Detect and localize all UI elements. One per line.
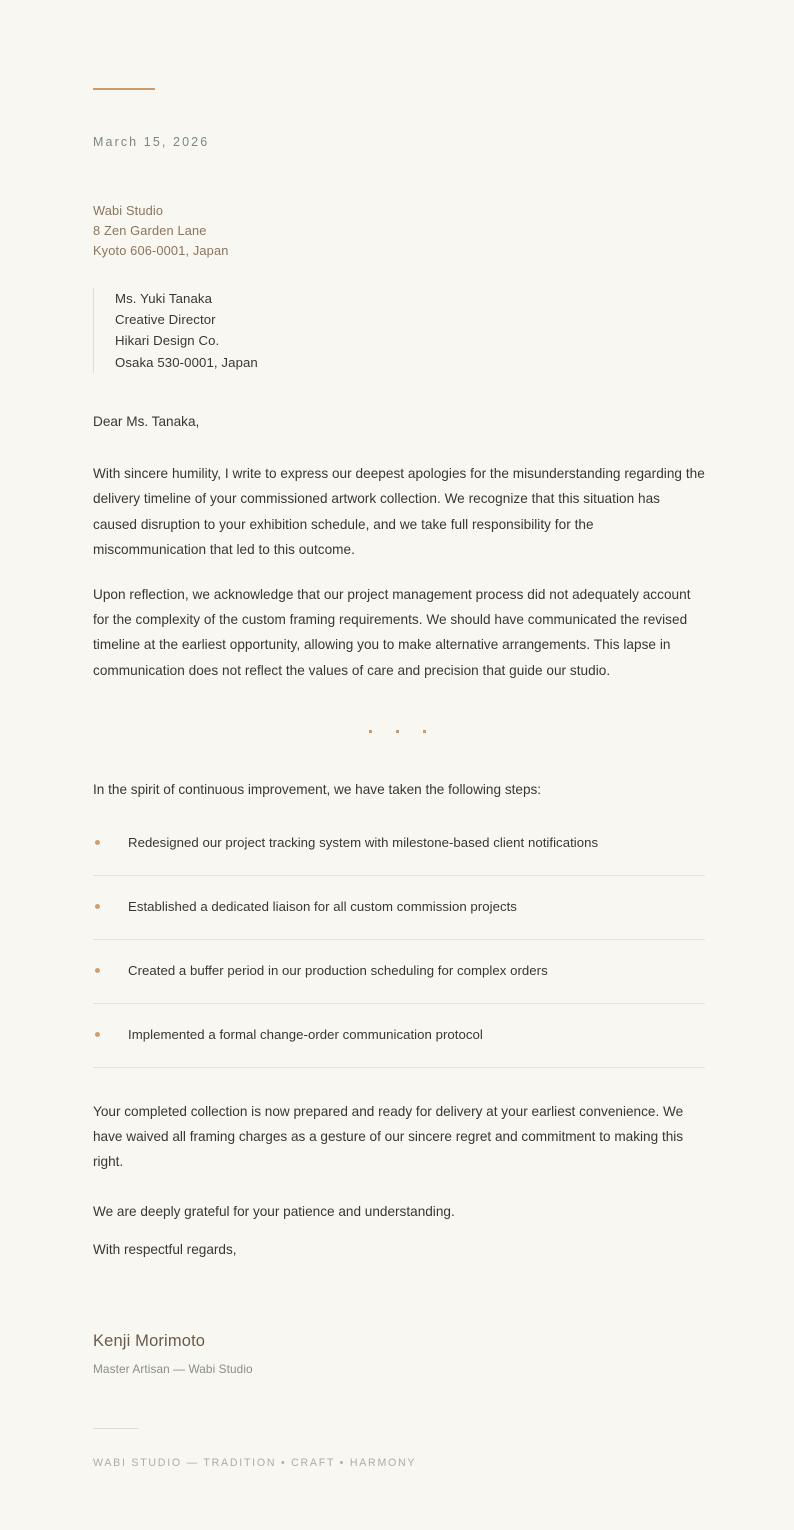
sender-address-line: Kyoto 606-0001, Japan: [93, 243, 229, 259]
sender-address-line: 8 Zen Garden Lane: [93, 223, 207, 239]
list-item: [93, 961, 705, 1004]
sender-address-line: Wabi Studio: [93, 203, 164, 218]
top-accent-rule: [93, 88, 155, 90]
steps-list: [93, 833, 705, 1068]
footer-tagline: WABI STUDIO — TRADITION • CRAFT • HARMONY: [93, 1457, 417, 1470]
signature-name: Kenji Morimoto: [93, 1332, 206, 1351]
body-paragraph: With sincere humility, I write to express our deepest apologies for the misunderstanding regarding the delivery timeline of your commissioned artwork collection. We recognize that this situation has caused disruption to your exhibition schedule, and we take full responsibility for the miscommunication that led to this outcome.: [93, 466, 705, 557]
gratitude-line: We are deeply grateful for your patience and understanding.: [93, 1204, 455, 1220]
recipient-address-line: Osaka 530-0001, Japan: [115, 354, 258, 370]
list-item-label: Established a dedicated liaison for all custom commission projects: [128, 898, 517, 914]
bullet-dot-icon: [95, 968, 100, 973]
ornament-dot-icon: [369, 730, 372, 733]
body-paragraph: Upon reflection, we acknowledge that our project management process did not adequately account for the complexity of the custom framing requirements. We should have communicated the revised timeline at the earliest opportunity, allowing you to make alternative arrangements. This lapse in communication does not reflect the values of care and precision that guide our studio.: [93, 587, 691, 678]
ornament-dot-icon: [396, 730, 399, 733]
bullet-dot-icon: [95, 840, 100, 845]
list-item: [93, 897, 705, 940]
list-item: [93, 1025, 705, 1068]
footer-rule: [93, 1428, 138, 1429]
letter-date: March 15, 2026: [93, 135, 210, 149]
salutation: Dear Ms. Tanaka,: [93, 414, 200, 430]
sender-address-block: [93, 201, 719, 262]
sign-off-line: With respectful regards,: [93, 1242, 237, 1258]
ornament-dot-icon: [423, 730, 426, 733]
signature-block: [93, 1330, 719, 1377]
steps-list-lead-in: In the spirit of continuous improvement, we have taken the following steps:: [93, 781, 542, 797]
ornamental-dot-divider: [93, 730, 719, 733]
closing-paragraph: Your completed collection is now prepared and ready for delivery at your earliest convenience. We have waived all framing charges as a gesture of our sincere regret and commitment to making this right.: [93, 1103, 684, 1170]
list-item-label: Created a buffer period in our production scheduling for complex orders: [128, 962, 548, 978]
recipient-address-line: Hikari Design Co.: [115, 333, 220, 349]
recipient-address-line: Creative Director: [115, 312, 216, 328]
list-item-label: Implemented a formal change-order communication protocol: [128, 1026, 483, 1042]
bullet-dot-icon: [95, 904, 100, 909]
signature-role: Master Artisan — Wabi Studio: [93, 1362, 253, 1377]
recipient-address-line: Ms. Yuki Tanaka: [115, 290, 213, 306]
list-item: [93, 833, 705, 876]
recipient-address-block: [93, 288, 719, 374]
footer: [93, 1428, 719, 1470]
bullet-dot-icon: [95, 1032, 100, 1037]
list-item-label: Redesigned our project tracking system with milestone-based client notifications: [128, 834, 599, 850]
